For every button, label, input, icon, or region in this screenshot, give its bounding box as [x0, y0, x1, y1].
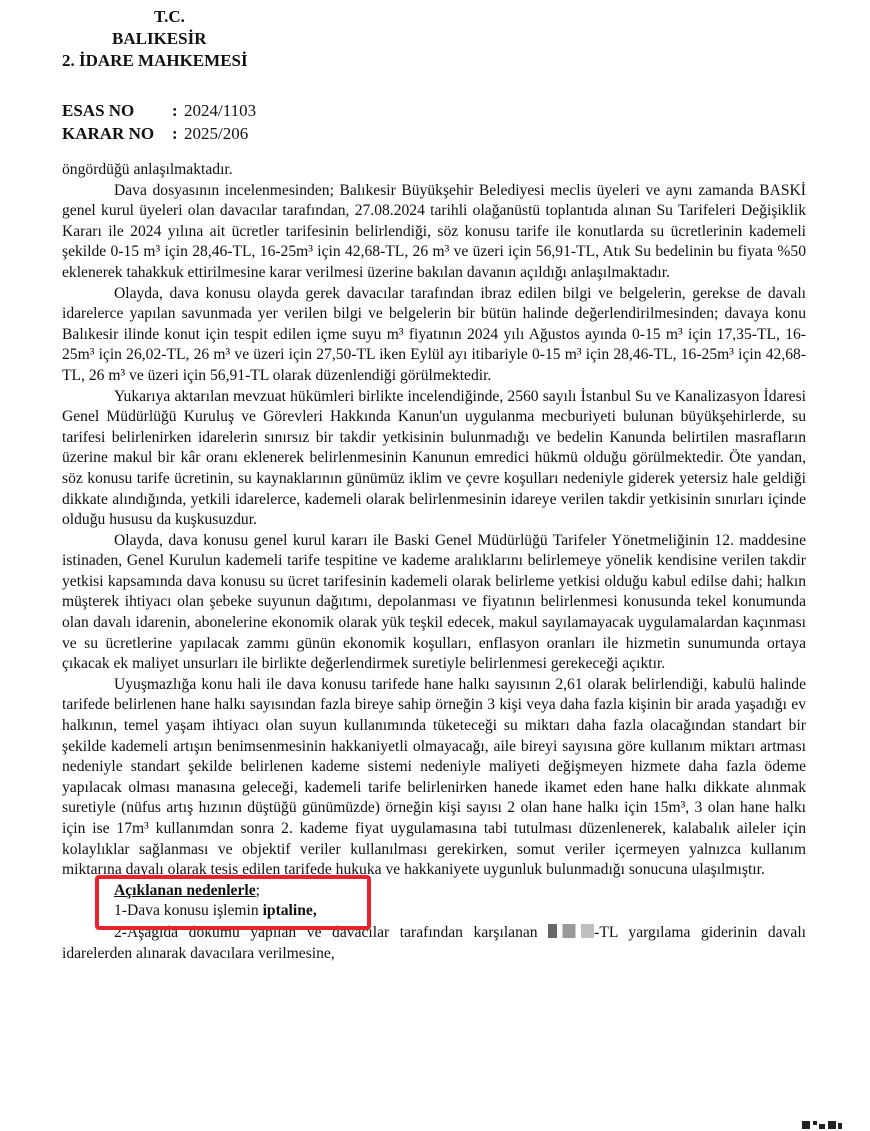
- karar-row: [62, 122, 256, 145]
- qr-code-icon: [802, 1119, 842, 1131]
- paragraph-household-analysis: Uyuşmazlığa konu hali ile dava konusu tarifede hane halkı sayısının 2,61 olarak belirlendiği, kabulü halinde tarifede belirlenen hane halkı sayısından fazla bireye sahip örneğin 3 kişi veya daha fazla kişinin bir arada yaşadığı ev halkının, temel yaşam ihtiyacı olan suyun kullanımında tüketeceği su miktarı daha fazla olacağından standart bir şekilde kademeli artışın benimsenmesinin hakkaniyetli olmayacağı, aile bireyi sayısına göre kullanım miktarı artması nedeniyle standart şekilde belirlenen kademe sistemi nedeniyle maliyeti değişmeyen hizmete daha fazla ödeme yapılacak olması manasına geleceği, kademeli tarife belirlenirken hanede ikamet eden hane halkı dikkate alınmak suretiyle (nüfus artış hızının düştüğü günümüzde) örneğin kişi sayısı 2 olan hane halkı için 15m³, 3 olan hane halkı için ise 17m³ kullanımdan sonra 2. kademe fiyat uygulamasına tabi tutulması düzenlenerek, kalabalık aileler için kolaylıklar sağlanması ve objektif veriler kullanılması gerekirken, somut veriler içermeyen yalnızca kullanım miktarına dayalı olarak tesis edilen tarifede hukuka ve hakkaniyete uygunluk bulunmadığı sonucuna ulaşılmıştır.: [62, 675, 806, 879]
- ruling-item-2-suffix: -TL yargılama giderinin davalı idarelerden alınarak davacılara verilmesine,: [62, 924, 806, 962]
- case-numbers: [62, 99, 256, 145]
- esas-row: [62, 99, 256, 122]
- esas-label: ESAS NO: [62, 101, 135, 120]
- header-court: 2. İDARE MAHKEMESİ: [62, 51, 248, 70]
- paragraph-continuation: öngördüğü anlaşılmaktadır.: [62, 161, 233, 178]
- karar-colon: :: [172, 124, 178, 143]
- ruling-heading-suffix: ;: [255, 881, 260, 899]
- paragraph-price-facts: Olayda, dava konusu olayda gerek davacılar tarafından ibraz edilen bilgi ve belgelerin, gerekse de davalı idarelerce yapılan savunmada yer verilen bilgi ve belgelerin bir bütün halinde değerlendirilmesinden; davaya konu Balıkesir ilinde konut için tespit edilen içme suyu m³ fiyatının 2024 yılı Ağustos ayında 0-15 m³ için 17,35-TL, 16-25m³ için 26,02-TL, 26 m³ ve üzeri için 27,50-TL iken Eylül ayı itibariyle 0-15 m³ için 28,46-TL, 16-25m³ için 42,68-TL, 26 m³ ve üzeri için 56,91-TL olarak düzenlendiği görülmektedir.: [62, 284, 806, 384]
- ruling-item-1-text: 1-Dava konusu işlemin: [114, 902, 263, 920]
- highlight-box: [95, 875, 371, 930]
- document-body: [62, 160, 806, 922]
- court-header: [62, 6, 248, 72]
- ruling-item-1-bold: iptaline,: [262, 902, 317, 920]
- esas-value: 2024/1103: [184, 101, 257, 120]
- header-tc: T.C.: [154, 7, 185, 26]
- paragraph-case-summary: Dava dosyasının incelenmesinden; Balıkesir Büyükşehir Belediyesi meclis üyeleri ve aynı zamanda BASKİ genel kurul üyeleri olan davacılar tarafından, 27.08.2024 tarihli olağanüstü toplantıda alınan Su Tarifeleri Değişiklik Kararı ile 2024 yılına ait ücretler tarifesinin belirlendiği, söz konusu tarife ile konutlarda su ücretlerinin kademeli şekilde 0-15 m³ için 28,46-TL, 16-25m³ için 42,68-TL, 26 m³ ve üzeri için 56,91-TL, Atık Su bedelinin bu fiyata %50 eklenerek tahakkuk ettirilmesine karar verilmesi üzerine bakılan davanın açıldığı anlaşılmaktadır.: [62, 181, 806, 281]
- paragraph-authority-scope: Olayda, dava konusu genel kurul kararı ile Baski Genel Müdürlüğü Tarifeler Yönetmeliğinin 12. maddesine istinaden, Genel Kurulun kademeli tarife tespitine ve kademe aralıklarını belirlemeye yönelik kendisine verilen takdir yetkisi kapsamında dava konusu su ücret tarifesinin kademeli olarak belirleme yetkisi olduğu kabul edilse dahi; halkın müşterek ihtiyacı olan şebeke suyunun dağıtımı, depolanması ve fiyatının belirlenmesi konusunda tekel konumunda olan davalı idarenin, abonelerine ekonomik olarak yük teşkil edecek, makul sayılamayacak uygulamalardan kaçınması ve su ücretlerine yapılacak zammı günün ekonomik koşulları, enflasyon oranları ile hizmetin sunumunda ortaya çıkacak ek maliyet unsurları ile birlikte değerlendirmek suretiyle belirlenmesi gerekeceği açıktır.: [62, 531, 806, 673]
- esas-colon: :: [172, 101, 178, 120]
- karar-label: KARAR NO: [62, 124, 155, 143]
- karar-value: 2025/206: [184, 124, 249, 143]
- header-city: BALIKESİR: [112, 29, 207, 48]
- redacted-amount: [548, 924, 594, 938]
- ruling-heading: Açıklanan nedenlerle: [114, 881, 256, 899]
- paragraph-legal-assessment: Yukarıya aktarılan mevzuat hükümleri birlikte incelendiğinde, 2560 sayılı İstanbul Su ve Kanalizasyon İdaresi Genel Müdürlüğü Kuruluş ve Görevleri Hakkında Kanun'un uygulanma mecburiyeti bulunan büyükşehirlerde, su tarifesi belirlenirken idarelerin sınırsız bir takdir yetkisinin bulunmadığı ve bedelin Kanunda belirtilen masrafların üzerine makul bir kâr oranı eklenerek belirlenmesinin Kanunun emredici hükmü olduğu görülmektedir. Öte yandan, söz konusu tarife ücretinin, su kaynaklarının günümüz iklim ve çevre koşulları nedeniyle giderek yetersiz hale geldiği dikkate alındığında, yetkili idarelerce, kademeli olarak belirlenmesinin idareye verilen takdir yetkisinin sınırları içinde olduğu hususu da kuşkusuzdur.: [62, 387, 806, 529]
- ruling-item-2-prefix: 2-Aşağıda dökümü yapılan ve davacılar tarafından karşılanan: [114, 924, 538, 941]
